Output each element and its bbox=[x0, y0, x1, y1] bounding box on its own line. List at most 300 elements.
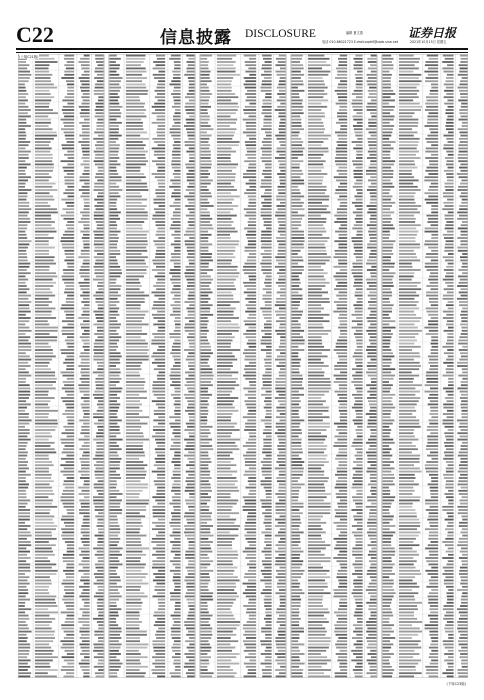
table-cell-text bbox=[110, 141, 116, 143]
table-cell-text bbox=[19, 295, 31, 297]
table-cell-text bbox=[19, 397, 29, 399]
table-cell-text bbox=[188, 612, 194, 614]
table-cell-text bbox=[185, 554, 194, 556]
table-cell-text bbox=[367, 522, 376, 524]
table-cell-text bbox=[245, 557, 256, 559]
table-cell-text bbox=[174, 301, 180, 303]
table-cell-text bbox=[35, 410, 58, 412]
table-cell-text bbox=[217, 55, 236, 57]
table-cell-text bbox=[244, 474, 257, 476]
table-cell-text bbox=[337, 199, 347, 201]
table-cell-text bbox=[19, 525, 31, 527]
table-cell-text bbox=[280, 234, 286, 236]
table-cell-text bbox=[458, 269, 467, 271]
table-cell-text bbox=[308, 324, 323, 326]
table-cell-text bbox=[275, 493, 285, 495]
table-cell-text bbox=[186, 55, 194, 57]
table-cell-text bbox=[35, 93, 51, 95]
table-cell-text bbox=[428, 404, 438, 406]
table-cell-text bbox=[353, 119, 362, 121]
table-cell-text bbox=[81, 157, 89, 159]
table-cell-text bbox=[448, 522, 454, 524]
table-cell-text bbox=[217, 564, 233, 566]
table-cell-text bbox=[155, 448, 165, 450]
table-cell-text bbox=[110, 583, 117, 585]
table-cell-text bbox=[173, 343, 181, 345]
table-cell-text bbox=[248, 512, 256, 514]
table-cell-text bbox=[175, 653, 181, 655]
table-cell-text bbox=[35, 263, 56, 265]
table-cell-text bbox=[95, 516, 103, 518]
table-cell-text bbox=[446, 586, 454, 588]
table-cell-text bbox=[19, 362, 29, 364]
table-cell-text bbox=[217, 576, 238, 578]
table-cell-text bbox=[79, 272, 89, 274]
table-cell-text bbox=[189, 436, 194, 438]
table-cell-text bbox=[19, 458, 26, 460]
table-cell-text bbox=[19, 330, 32, 332]
table-cell-text bbox=[189, 263, 195, 265]
table-cell-text bbox=[63, 426, 74, 428]
table-cell-text bbox=[65, 180, 75, 182]
table-cell-text bbox=[83, 320, 90, 322]
table-cell-text bbox=[249, 346, 257, 348]
table-cell-text bbox=[461, 356, 467, 358]
table-cell-text bbox=[217, 183, 231, 185]
table-cell-text bbox=[367, 356, 376, 358]
table-cell-text bbox=[188, 138, 194, 140]
table-cell-text bbox=[189, 541, 195, 543]
table-cell-text bbox=[308, 471, 324, 473]
table-cell-text bbox=[201, 96, 210, 98]
table-cell-text bbox=[35, 439, 49, 441]
table-cell-text bbox=[260, 186, 271, 188]
table-cell-text bbox=[152, 160, 165, 162]
table-cell-text bbox=[187, 570, 194, 572]
table-cell-text bbox=[308, 314, 329, 316]
table-cell-text bbox=[280, 295, 285, 297]
table-cell-text bbox=[35, 669, 58, 671]
table-cell-text bbox=[217, 525, 240, 527]
table-cell-text bbox=[338, 407, 347, 409]
table-cell-text bbox=[357, 452, 363, 454]
table-cell-text bbox=[81, 253, 90, 255]
table-cell-text bbox=[185, 244, 194, 246]
table-cell-text bbox=[170, 570, 181, 572]
table-cell-text bbox=[399, 362, 420, 364]
table-cell-text bbox=[97, 544, 103, 546]
table-cell-text bbox=[424, 391, 438, 393]
table-cell-text bbox=[187, 647, 195, 649]
table-cell-text bbox=[248, 391, 256, 393]
table-cell-text bbox=[95, 506, 104, 508]
table-cell-text bbox=[383, 570, 392, 572]
table-cell-text bbox=[35, 426, 57, 428]
table-cell-text bbox=[336, 151, 347, 153]
table-cell-text bbox=[35, 330, 58, 332]
table-cell-text bbox=[430, 388, 438, 390]
table-cell-text bbox=[175, 391, 181, 393]
table-cell-text bbox=[19, 336, 31, 338]
table-cell-text bbox=[308, 84, 325, 86]
table-cell-text bbox=[158, 71, 165, 73]
table-cell-text bbox=[292, 407, 301, 409]
table-cell-text bbox=[292, 381, 303, 383]
table-cell-text bbox=[278, 221, 286, 223]
table-cell-text bbox=[93, 231, 103, 233]
table-cell-text bbox=[126, 260, 145, 262]
table-cell-text bbox=[94, 93, 103, 95]
table-cell-text bbox=[458, 343, 467, 345]
table-cell-text bbox=[217, 71, 236, 73]
table-cell-text bbox=[277, 272, 285, 274]
table-cell-text bbox=[292, 426, 300, 428]
table-cell-text bbox=[383, 506, 391, 508]
table-cell-text bbox=[245, 356, 256, 358]
table-cell-text bbox=[457, 173, 468, 175]
table-cell-text bbox=[431, 352, 439, 354]
table-cell-text bbox=[338, 64, 347, 66]
table-cell-text bbox=[98, 640, 103, 642]
table-cell-text bbox=[217, 544, 232, 546]
table-cell-text bbox=[429, 535, 438, 537]
table-cell-text bbox=[172, 500, 180, 502]
table-cell-text bbox=[66, 634, 74, 636]
table-cell-text bbox=[426, 106, 438, 108]
table-cell-text bbox=[337, 471, 347, 473]
table-cell-text bbox=[276, 426, 286, 428]
table-cell-text bbox=[35, 416, 48, 418]
table-cell-text bbox=[217, 599, 236, 601]
table-cell-text bbox=[399, 327, 418, 329]
table-cell-text bbox=[336, 352, 347, 354]
table-cell-text bbox=[383, 247, 394, 249]
table-cell-text bbox=[201, 397, 210, 399]
table-cell-text bbox=[201, 544, 211, 546]
table-cell-text bbox=[169, 503, 180, 505]
table-cell-text bbox=[110, 548, 123, 550]
table-cell-text bbox=[333, 311, 347, 313]
table-cell-text bbox=[19, 621, 26, 623]
table-cell-text bbox=[19, 442, 28, 444]
table-cell-text bbox=[371, 487, 377, 489]
table-cell-text bbox=[308, 311, 321, 313]
table-cell-text bbox=[126, 237, 147, 239]
table-cell-text bbox=[447, 292, 454, 294]
table-cell-text bbox=[383, 167, 392, 169]
table-cell-text bbox=[353, 474, 363, 476]
table-cell-text bbox=[275, 215, 285, 217]
table-cell-text bbox=[19, 135, 27, 137]
table-cell-text bbox=[217, 237, 231, 239]
table-cell-text bbox=[19, 468, 29, 470]
table-cell-text bbox=[175, 493, 181, 495]
table-cell-text bbox=[175, 199, 181, 201]
table-cell-text bbox=[110, 311, 118, 313]
table-cell-text bbox=[217, 452, 233, 454]
table-cell-text bbox=[171, 634, 181, 636]
table-cell-text bbox=[217, 589, 234, 591]
table-cell-text bbox=[399, 199, 415, 201]
table-cell-text bbox=[370, 240, 377, 242]
table-cell-text bbox=[462, 535, 467, 537]
table-cell-text bbox=[170, 599, 181, 601]
table-cell-text bbox=[339, 237, 348, 239]
table-cell-text bbox=[427, 55, 438, 57]
table-cell-text bbox=[334, 276, 348, 278]
table-cell-text bbox=[97, 570, 103, 572]
table-cell-text bbox=[84, 330, 90, 332]
table-cell-text bbox=[263, 125, 271, 127]
table-cell-text bbox=[429, 522, 438, 524]
table-cell-text bbox=[383, 176, 394, 178]
table-cell-text bbox=[339, 432, 348, 434]
table-cell-text bbox=[97, 320, 103, 322]
table-cell-text bbox=[174, 340, 180, 342]
table-cell-text bbox=[352, 240, 363, 242]
table-cell-text bbox=[110, 404, 121, 406]
table-cell-text bbox=[399, 279, 412, 281]
table-cell-text bbox=[158, 628, 165, 630]
table-cell-text bbox=[93, 644, 103, 646]
table-cell-text bbox=[371, 493, 376, 495]
table-cell-text bbox=[308, 304, 321, 306]
table-cell-text bbox=[151, 292, 165, 294]
table-cell-text bbox=[370, 480, 376, 482]
table-cell-text bbox=[110, 532, 121, 534]
table-cell-text bbox=[174, 170, 180, 172]
table-cell-text bbox=[217, 125, 230, 127]
table-cell-text bbox=[187, 400, 194, 402]
table-cell-text bbox=[352, 394, 363, 396]
table-cell-text bbox=[19, 528, 28, 530]
table-cell-text bbox=[126, 346, 148, 348]
table-cell-text bbox=[217, 570, 234, 572]
table-cell-text bbox=[79, 512, 89, 514]
table-cell-text bbox=[336, 455, 347, 457]
table-cell-text bbox=[201, 58, 208, 60]
table-cell-text bbox=[292, 471, 304, 473]
table-cell-text bbox=[185, 106, 195, 108]
table-cell-text bbox=[264, 519, 271, 521]
table-cell-text bbox=[156, 493, 165, 495]
table-cell-text bbox=[157, 330, 165, 332]
table-cell-text bbox=[261, 183, 272, 185]
table-cell-text bbox=[201, 560, 214, 562]
table-cell-text bbox=[352, 93, 363, 95]
table-cell-text bbox=[217, 224, 232, 226]
table-cell-text bbox=[445, 157, 454, 159]
table-cell-text bbox=[156, 234, 166, 236]
table-cell-text bbox=[399, 138, 420, 140]
table-cell-text bbox=[460, 135, 467, 137]
table-cell-text bbox=[98, 532, 103, 534]
table-cell-text bbox=[184, 74, 194, 76]
table-cell-text bbox=[126, 480, 141, 482]
table-cell-text bbox=[351, 103, 362, 105]
table-cell-text bbox=[201, 464, 209, 466]
table-cell-text bbox=[399, 493, 412, 495]
table-cell-text bbox=[157, 365, 165, 367]
table-cell-text bbox=[308, 407, 329, 409]
table-cell-text bbox=[308, 624, 322, 626]
table-cell-text bbox=[460, 461, 467, 463]
table-cell-text bbox=[460, 605, 467, 607]
table-cell-text bbox=[308, 496, 327, 498]
table-cell-text bbox=[355, 336, 362, 338]
table-cell-text bbox=[292, 314, 303, 316]
table-cell-text bbox=[448, 490, 454, 492]
table-cell-text bbox=[244, 285, 256, 287]
table-cell-text bbox=[277, 586, 286, 588]
table-cell-text bbox=[399, 468, 420, 470]
table-cell-text bbox=[292, 516, 300, 518]
table-cell-text bbox=[126, 551, 142, 553]
table-cell-text bbox=[263, 384, 272, 386]
table-cell-text bbox=[159, 605, 166, 607]
table-cell-text bbox=[459, 109, 467, 111]
table-cell-text bbox=[264, 576, 272, 578]
table-cell-text bbox=[399, 551, 417, 553]
table-cell-text bbox=[201, 650, 211, 652]
table-cell-text bbox=[35, 167, 54, 169]
table-cell-text bbox=[19, 624, 28, 626]
table-cell-text bbox=[79, 586, 90, 588]
table-cell-text bbox=[339, 490, 347, 492]
table-cell-text bbox=[352, 407, 363, 409]
table-cell-text bbox=[126, 164, 146, 166]
table-cell-text bbox=[201, 221, 210, 223]
table-cell-text bbox=[63, 167, 75, 169]
table-cell-text bbox=[172, 125, 181, 127]
table-cell-text bbox=[79, 564, 90, 566]
table-cell-text bbox=[383, 509, 389, 511]
table-cell-text bbox=[245, 311, 256, 313]
table-cell-text bbox=[172, 532, 180, 534]
table-cell-text bbox=[356, 84, 363, 86]
table-cell-text bbox=[368, 96, 376, 98]
table-cell-text bbox=[81, 381, 89, 383]
table-cell-text bbox=[126, 272, 147, 274]
table-cell-text bbox=[126, 656, 148, 658]
table-cell-text bbox=[340, 205, 348, 207]
table-cell-text bbox=[292, 468, 304, 470]
table-cell-text bbox=[185, 557, 194, 559]
table-cell-text bbox=[383, 250, 392, 252]
table-cell-text bbox=[399, 592, 418, 594]
table-cell-text bbox=[61, 458, 74, 460]
table-cell-text bbox=[173, 474, 181, 476]
table-cell-text bbox=[337, 71, 347, 73]
table-cell-text bbox=[444, 84, 454, 86]
table-cell-text bbox=[279, 464, 286, 466]
table-cell-text bbox=[185, 276, 194, 278]
table-cell-text bbox=[217, 448, 239, 450]
table-cell-text bbox=[82, 599, 90, 601]
table-cell-text bbox=[425, 176, 439, 178]
table-cell-text bbox=[383, 96, 391, 98]
table-cell-text bbox=[292, 247, 305, 249]
table-cell-text bbox=[383, 608, 392, 610]
table-cell-text bbox=[248, 244, 256, 246]
table-cell-text bbox=[339, 314, 347, 316]
table-cell-text bbox=[67, 186, 74, 188]
table-cell-text bbox=[217, 471, 237, 473]
table-cell-text bbox=[399, 167, 417, 169]
table-cell-text bbox=[172, 381, 181, 383]
table-cell-text bbox=[261, 532, 271, 534]
table-cell-text bbox=[110, 266, 121, 268]
table-cell-text bbox=[246, 647, 256, 649]
table-cell-text bbox=[217, 580, 240, 582]
table-cell-text bbox=[443, 375, 454, 377]
table-cell-text bbox=[186, 477, 194, 479]
table-cell-text bbox=[97, 522, 103, 524]
table-cell-text bbox=[19, 487, 29, 489]
table-cell-text bbox=[171, 234, 180, 236]
table-cell-text bbox=[399, 87, 417, 89]
table-cell-text bbox=[201, 180, 213, 182]
table-cell-text bbox=[383, 138, 390, 140]
table-cell-text bbox=[399, 388, 415, 390]
table-cell-text bbox=[383, 394, 396, 396]
table-cell-text bbox=[445, 455, 454, 457]
table-cell-text bbox=[61, 628, 74, 630]
table-cell-text bbox=[264, 192, 272, 194]
table-cell-text bbox=[35, 503, 52, 505]
table-cell-text bbox=[383, 282, 393, 284]
table-cell-text bbox=[246, 637, 256, 639]
table-cell-text bbox=[110, 474, 120, 476]
table-cell-text bbox=[292, 452, 303, 454]
table-cell-text bbox=[249, 186, 256, 188]
table-cell-text bbox=[189, 154, 194, 156]
table-cell-text bbox=[443, 474, 454, 476]
table-cell-text bbox=[292, 199, 301, 201]
table-cell-text bbox=[126, 90, 148, 92]
table-cell-text bbox=[355, 308, 363, 310]
table-cell-text bbox=[217, 596, 239, 598]
table-cell-text bbox=[201, 196, 212, 198]
table-cell-text bbox=[94, 218, 104, 220]
table-cell-text bbox=[110, 359, 120, 361]
table-cell-text bbox=[445, 186, 454, 188]
table-cell-text bbox=[126, 567, 145, 569]
table-cell-text bbox=[19, 343, 31, 345]
table-cell-text bbox=[64, 260, 74, 262]
table-cell-text bbox=[399, 282, 421, 284]
table-cell-text bbox=[432, 458, 439, 460]
table-cell-text bbox=[383, 426, 390, 428]
table-cell-text bbox=[383, 352, 393, 354]
table-cell-text bbox=[369, 208, 377, 210]
table-cell-text bbox=[448, 253, 454, 255]
table-cell-text bbox=[158, 100, 166, 102]
table-cell-text bbox=[336, 154, 347, 156]
table-cell-text bbox=[201, 106, 211, 108]
table-cell-text bbox=[217, 304, 231, 306]
table-cell-text bbox=[35, 490, 53, 492]
table-cell-text bbox=[457, 285, 467, 287]
table-cell-text bbox=[277, 663, 285, 665]
table-cell-text bbox=[275, 669, 285, 671]
table-cell-text bbox=[369, 304, 376, 306]
table-cell-text bbox=[171, 519, 180, 521]
table-cell-text bbox=[458, 480, 467, 482]
table-cell-text bbox=[175, 400, 181, 402]
table-cell-text bbox=[126, 381, 145, 383]
table-cell-text bbox=[338, 327, 347, 329]
